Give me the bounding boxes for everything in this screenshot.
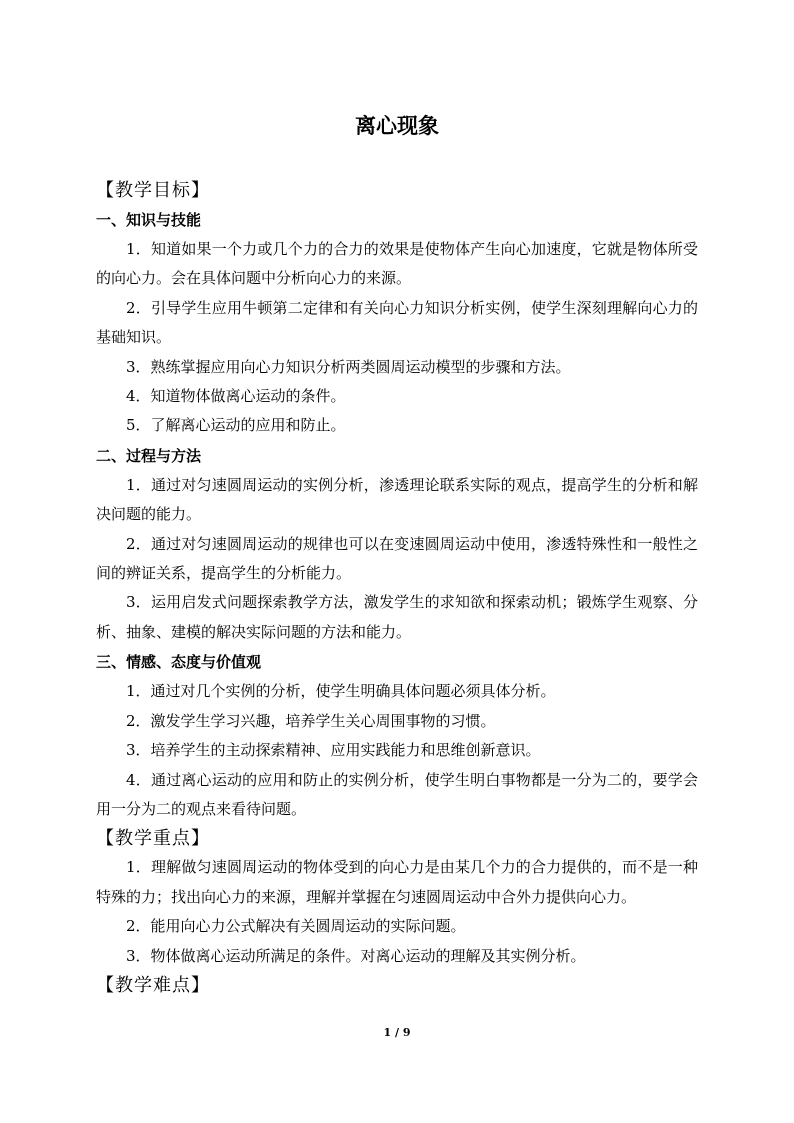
list-item: 5．了解离心运动的应用和防止。 (126, 416, 346, 435)
list-item: 3．培养学生的主动探索精神、应用实践能力和思维创新意识。 (126, 741, 541, 760)
list-item: 2．能用向心力公式解决有关圆周运动的实际问题。 (126, 917, 466, 936)
subsection-heading-attitude: 三、情感、态度与价值观 (96, 653, 262, 672)
section-heading-keypoints: 【教学重点】 (96, 828, 210, 850)
section-heading-objectives: 【教学目标】 (96, 180, 210, 201)
section-heading-difficulties: 【教学难点】 (96, 974, 210, 996)
list-item: 3．熟练掌握应用向心力知识分析两类圆周运动模型的步骤和方法。 (126, 357, 571, 376)
list-item: 1．通过对匀速圆周运动的实例分析，渗透理论联系实际的观点，提高学生的分析和解决问题的能力。 (96, 475, 698, 524)
list-item: 1．通过对几个实例的分析，使学生明确具体问题必须具体分析。 (126, 682, 556, 701)
list-item: 4．知道物体做离心运动的条件。 (126, 387, 346, 406)
list-item: 3．运用启发式问题探索教学方法，激发学生的求知欲和探索动机；锻炼学生观察、分析、抽象、建模的解决实际问题的方法和能力。 (96, 593, 698, 641)
subsection-heading-process: 二、过程与方法 (96, 446, 202, 465)
list-item: 2．激发学生学习兴趣，培养学生关心周围事物的习惯。 (126, 711, 496, 730)
list-item: 1．理解做匀速圆周运动的物体受到的向心力是由某几个力的合力提供的，而不是一种特殊的力；找出向心力的来源，理解并掌握在匀速圆周运动中合外力提供向心力。 (96, 858, 698, 906)
list-item: 3．物体做离心运动所满足的条件。对离心运动的理解及其实例分析。 (126, 946, 586, 965)
list-item: 2．通过对匀速圆周运动的规律也可以在变速圆周运动中使用，渗透特殊性和一般性之间的辨证关系，提高学生的分析能力。 (96, 534, 698, 583)
subsection-heading-knowledge: 一、知识与技能 (96, 211, 202, 229)
list-item: 4．通过离心运动的应用和防止的实例分析，使学生明白事物都是一分为二的，要学会用一分为二的观点来看待问题。 (96, 770, 698, 818)
document-body (96, 176, 698, 1000)
list-item: 1．知道如果一个力或几个力的合力的效果是使物体产生向心加速度，它就是物体所受的向心力。会在具体问题中分析向心力的来源。 (96, 240, 698, 288)
page-title: 离心现象 (355, 113, 439, 138)
page-number: 1 / 9 (383, 1026, 411, 1039)
list-item: 2．引导学生应用牛顿第二定律和有关向心力知识分析实例，使学生深刻理解向心力的基础知识。 (96, 298, 698, 347)
